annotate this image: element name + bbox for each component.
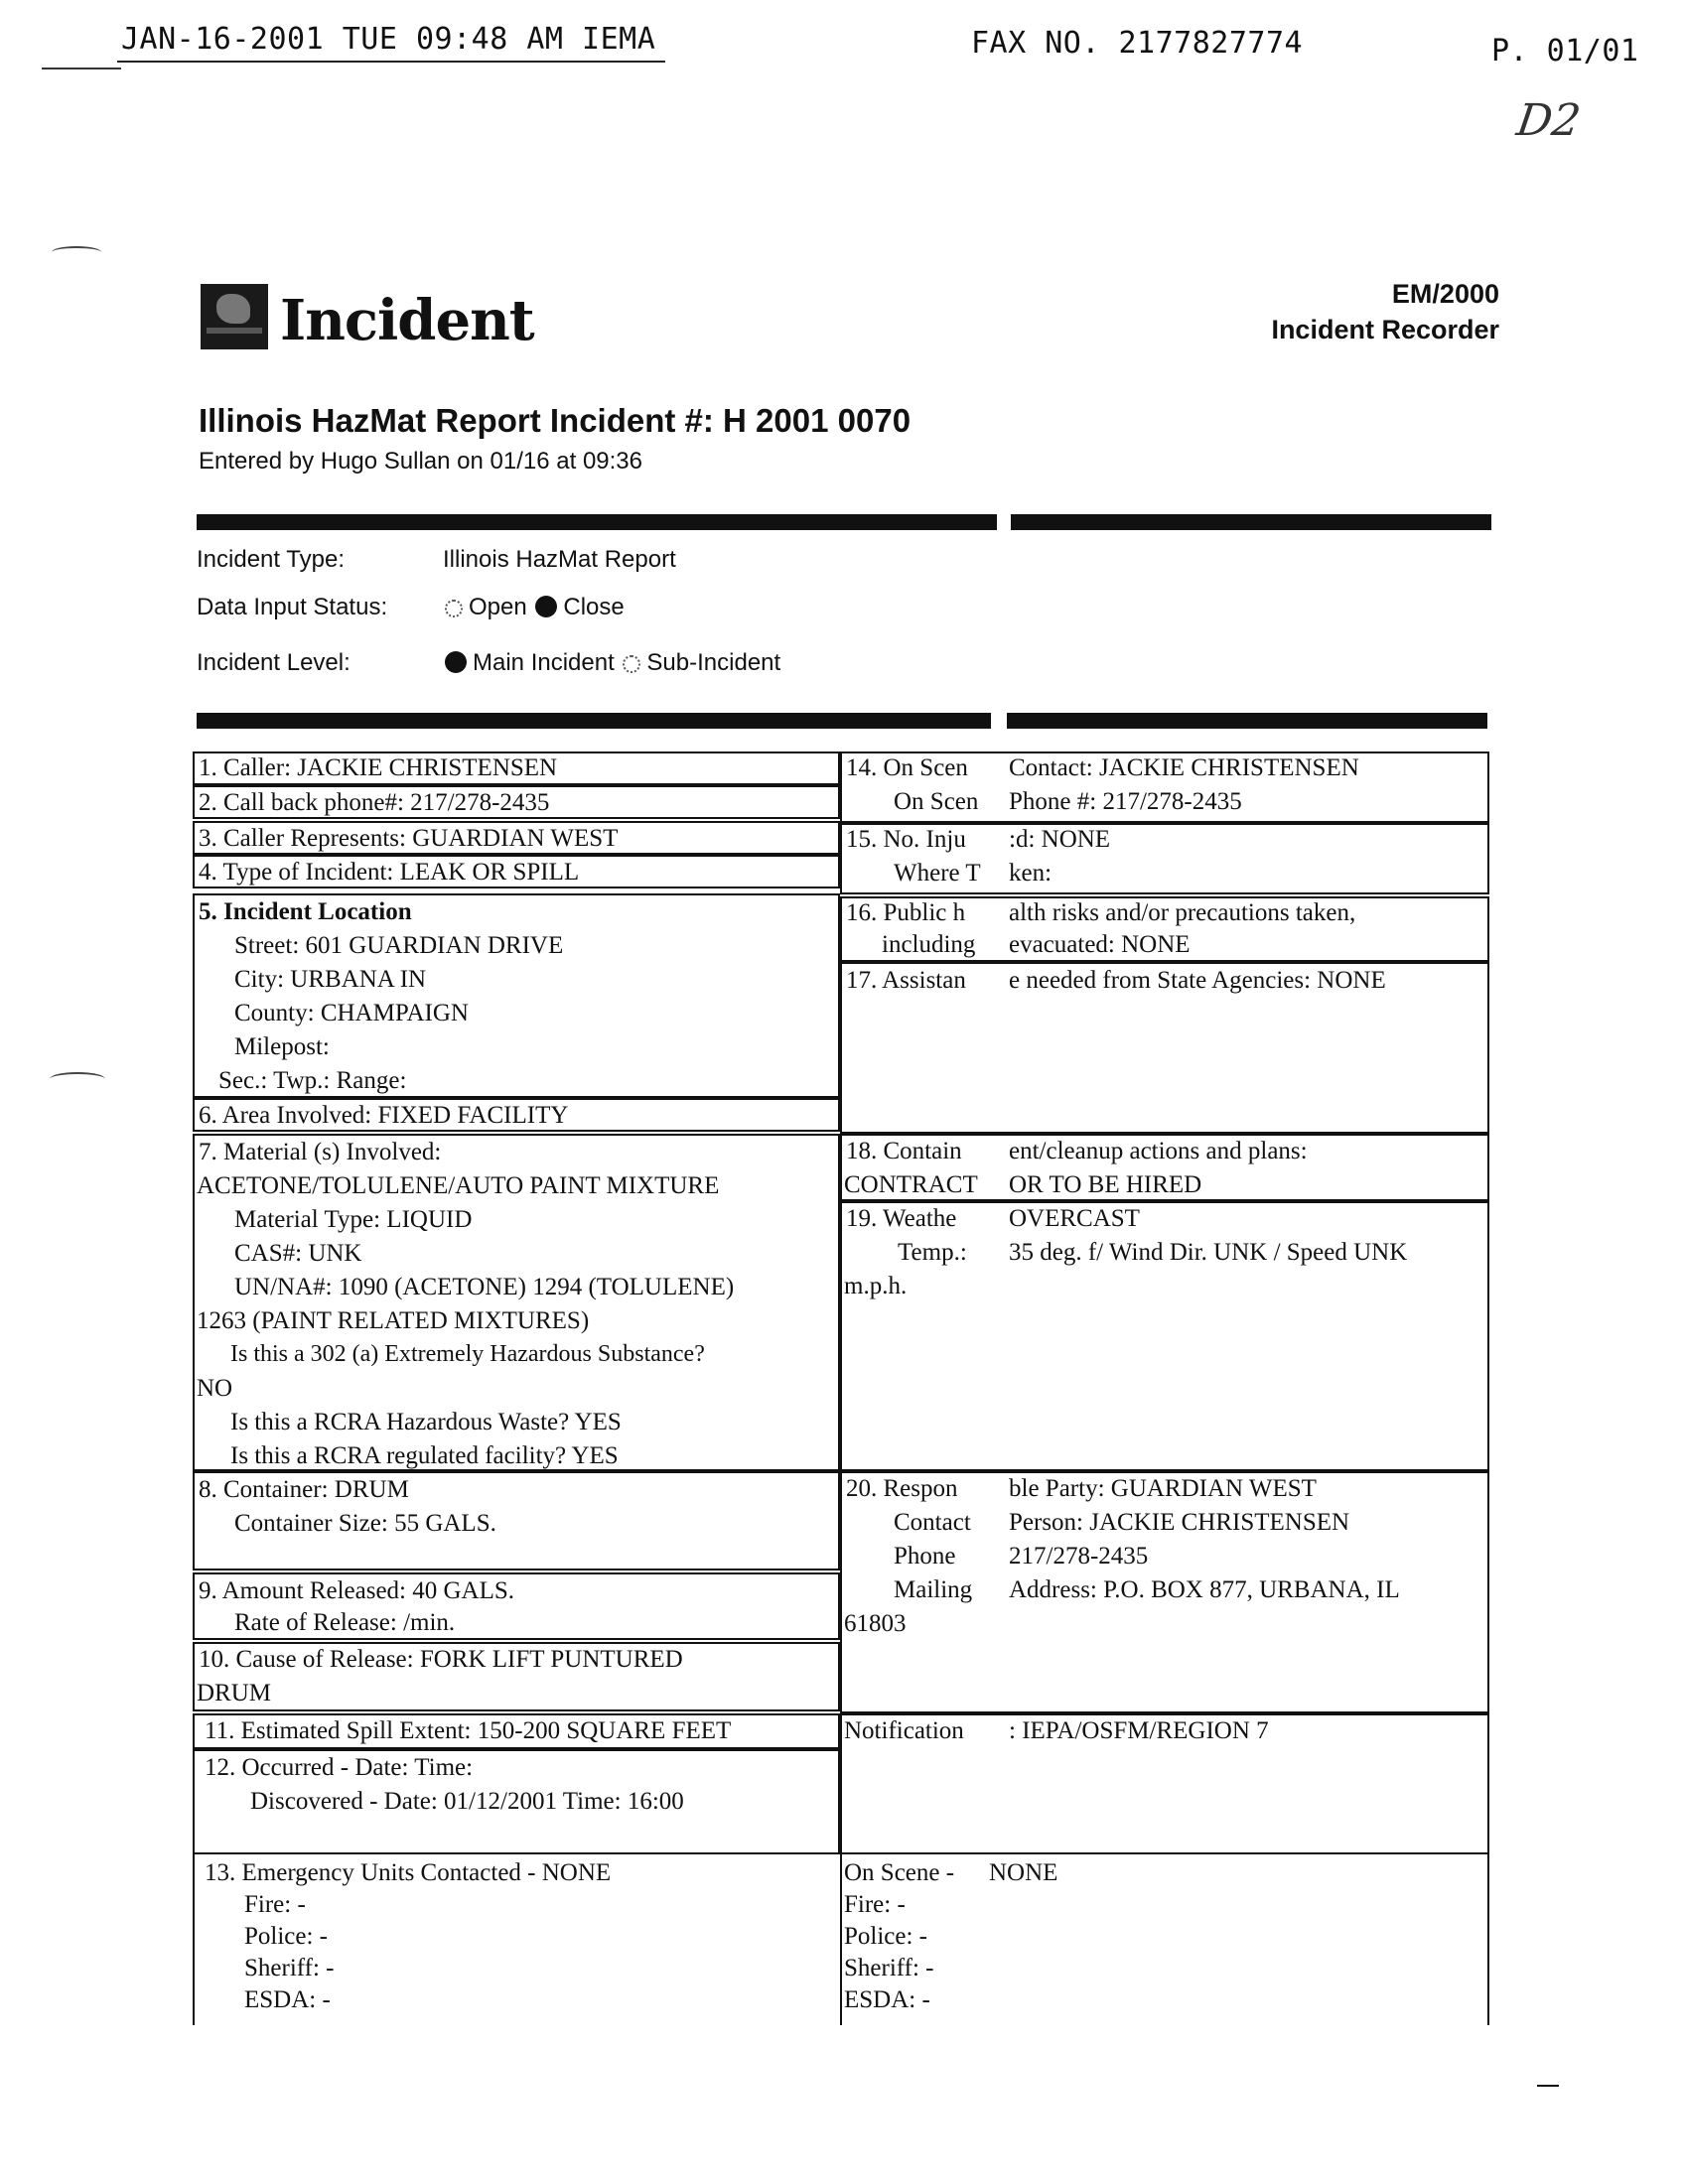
public-health-value: alth risks and/or precautions taken, xyxy=(1009,899,1356,926)
incident-type-field: 4. Type of Incident: LEAK OR SPILL xyxy=(199,859,580,886)
where-taken-label: Where T xyxy=(894,860,981,887)
system-name xyxy=(1271,276,1499,347)
occurred-field: 12. Occurred - Date: Time: xyxy=(205,1754,474,1781)
incident-type-label: Incident Type: xyxy=(197,546,345,573)
area-involved-field: 6. Area Involved: FIXED FACILITY xyxy=(199,1102,569,1129)
level-sub: Sub-Incident xyxy=(646,649,781,676)
material-title: 7. Material (s) Involved: xyxy=(199,1139,442,1165)
caller-represents-field: 3. Caller Represents: GUARDIAN WEST xyxy=(199,825,619,852)
contractor-label: CONTRACT xyxy=(844,1171,978,1198)
radio-open-icon[interactable] xyxy=(445,600,463,617)
on-scene-sheriff: Sheriff: - xyxy=(844,1955,934,1981)
mailing-address-value: Address: P.O. BOX 877, URBANA, IL xyxy=(1009,1576,1400,1603)
handwritten-note: D2 xyxy=(1513,95,1584,146)
rcra-facility-question: Is this a RCRA regulated facility? YES xyxy=(230,1442,619,1469)
divider-bar xyxy=(197,514,997,530)
state-assistance-label: 17. Assistan xyxy=(846,967,966,994)
units-fire: Fire: - xyxy=(244,1891,306,1918)
notification-label: Notification xyxy=(844,1717,964,1744)
box-edge xyxy=(840,1854,842,2025)
material-type: Material Type: LIQUID xyxy=(234,1206,473,1233)
cause-of-release-continued: DRUM xyxy=(197,1680,272,1706)
rate-of-release: Rate of Release: /min. xyxy=(234,1609,456,1636)
scan-mark xyxy=(52,246,101,258)
status-options xyxy=(443,594,625,621)
spill-extent-field: 11. Estimated Spill Extent: 150-200 SQUARE FEET xyxy=(205,1717,732,1744)
temperature-value: 35 deg. f/ Wind Dir. UNK / Speed UNK xyxy=(1009,1239,1408,1266)
on-scene-units-label: On Scene - xyxy=(844,1859,955,1886)
amount-released-field: 9. Amount Released: 40 GALS. xyxy=(199,1577,515,1604)
rcra-waste-question: Is this a RCRA Hazardous Waste? YES xyxy=(230,1409,622,1435)
scan-mark xyxy=(50,1072,105,1086)
injured-value: :d: NONE xyxy=(1009,826,1111,853)
scan-line xyxy=(42,68,121,69)
material-cas: CAS#: UNK xyxy=(234,1240,362,1267)
location-county: County: CHAMPAIGN xyxy=(234,1000,469,1026)
incident-logo-icon xyxy=(201,284,268,349)
status-label: Data Input Status: xyxy=(197,594,388,620)
units-sheriff: Sheriff: - xyxy=(244,1955,335,1981)
container-field: 8. Container: DRUM xyxy=(199,1476,409,1503)
system-subtitle: Incident Recorder xyxy=(1271,315,1499,344)
on-scene-contact-label: 14. On Scen xyxy=(846,754,968,781)
weather-label: 19. Weathe xyxy=(846,1205,957,1232)
callback-phone-field: 2. Call back phone#: 217/278-2435 xyxy=(199,789,550,816)
on-scene-phone-label: On Scen xyxy=(894,788,979,815)
responsible-phone-label: Phone xyxy=(894,1543,956,1570)
divider-bar xyxy=(1007,713,1487,729)
incident-location-title: 5. Incident Location xyxy=(199,898,412,925)
report-title: Illinois HazMat Report Incident #: H 2001 0070 xyxy=(199,402,912,439)
container-size: Container Size: 55 GALS. xyxy=(234,1510,496,1537)
state-assistance-value: e needed from State Agencies: NONE xyxy=(1009,967,1386,994)
page-title: Incident xyxy=(280,288,534,353)
material-un: UN/NA#: 1090 (ACETONE) 1294 (TOLULENE) xyxy=(234,1274,735,1300)
scan-mark xyxy=(1537,2085,1559,2087)
emergency-units-field: 13. Emergency Units Contacted - NONE xyxy=(205,1859,612,1886)
level-label: Incident Level: xyxy=(197,649,351,676)
notification-value: : IEPA/OSFM/REGION 7 xyxy=(1009,1717,1269,1744)
on-scene-police: Police: - xyxy=(844,1923,928,1950)
box-edge xyxy=(193,1854,195,2025)
injured-label: 15. No. Inju xyxy=(846,826,966,853)
on-scene-units-value: NONE xyxy=(989,1859,1058,1886)
location-sec-twp-range: Sec.: Twp.: Range: xyxy=(218,1067,407,1094)
caller-field: 1. Caller: JACKIE CHRISTENSEN xyxy=(199,754,558,781)
system-title: EM/2000 xyxy=(1391,279,1499,309)
public-health-label: 16. Public h xyxy=(846,899,966,926)
weather-value: OVERCAST xyxy=(1009,1205,1140,1232)
material-un-continued: 1263 (PAINT RELATED MIXTURES) xyxy=(197,1307,590,1334)
containment-value: ent/cleanup actions and plans: xyxy=(1009,1138,1308,1164)
status-open: Open xyxy=(469,594,527,620)
temperature-label: Temp.: xyxy=(898,1239,967,1266)
units-esda: ESDA: - xyxy=(244,1986,331,2013)
divider-bar xyxy=(1011,514,1491,530)
mailing-address-label: Mailing xyxy=(894,1576,973,1603)
mailing-zip: 61803 xyxy=(844,1610,907,1637)
responsible-party-label: 20. Respon xyxy=(846,1475,958,1502)
cause-of-release-field: 10. Cause of Release: FORK LIFT PUNTURED xyxy=(199,1646,683,1673)
location-street: Street: 601 GUARDIAN DRIVE xyxy=(234,932,564,959)
entered-by: Entered by Hugo Sullan on 01/16 at 09:36 xyxy=(199,448,642,475)
fax-header xyxy=(0,16,1684,75)
box-edge xyxy=(1487,1854,1489,2025)
radio-main-icon[interactable] xyxy=(445,651,467,673)
material-name: ACETONE/TOLULENE/AUTO PAINT MIXTURE xyxy=(197,1172,720,1199)
on-scene-phone-value: Phone #: 217/278-2435 xyxy=(1009,788,1242,815)
where-taken-value: ken: xyxy=(1009,860,1052,887)
answer-302: NO xyxy=(197,1375,233,1402)
radio-close-icon[interactable] xyxy=(535,596,557,617)
question-302: Is this a 302 (a) Extremely Hazardous Substance? xyxy=(230,1341,705,1367)
discovered-field: Discovered - Date: 01/12/2001 Time: 16:00 xyxy=(250,1788,684,1815)
level-main: Main Incident xyxy=(473,649,615,676)
incident-type-value: Illinois HazMat Report xyxy=(443,546,676,573)
contact-person-label: Contact xyxy=(894,1509,971,1536)
contractor-value: OR TO BE HIRED xyxy=(1009,1171,1202,1198)
fax-number: FAX NO. 2177827774 xyxy=(971,26,1304,61)
contact-person-value: Person: JACKIE CHRISTENSEN xyxy=(1009,1509,1350,1536)
on-scene-contact-value: Contact: JACKIE CHRISTENSEN xyxy=(1009,754,1359,781)
level-options xyxy=(443,649,780,677)
radio-sub-icon[interactable] xyxy=(623,655,640,673)
evacuated-value: evacuated: NONE xyxy=(1009,931,1191,958)
location-milepost: Milepost: xyxy=(234,1033,330,1060)
responsible-party-value: ble Party: GUARDIAN WEST xyxy=(1009,1475,1317,1502)
speed-unit: m.p.h. xyxy=(844,1273,908,1299)
units-police: Police: - xyxy=(244,1923,329,1950)
divider-bar xyxy=(197,713,991,729)
fax-page-number: P. 01/01 xyxy=(1491,34,1639,68)
on-scene-fire: Fire: - xyxy=(844,1891,906,1918)
location-city: City: URBANA IN xyxy=(234,966,427,993)
evacuated-label: including xyxy=(882,931,976,958)
containment-label: 18. Contain xyxy=(846,1138,962,1164)
responsible-phone-value: 217/278-2435 xyxy=(1009,1543,1149,1570)
on-scene-esda: ESDA: - xyxy=(844,1986,930,2013)
status-close: Close xyxy=(563,594,625,620)
fax-timestamp: JAN-16-2001 TUE 09:48 AM IEMA xyxy=(117,22,665,63)
